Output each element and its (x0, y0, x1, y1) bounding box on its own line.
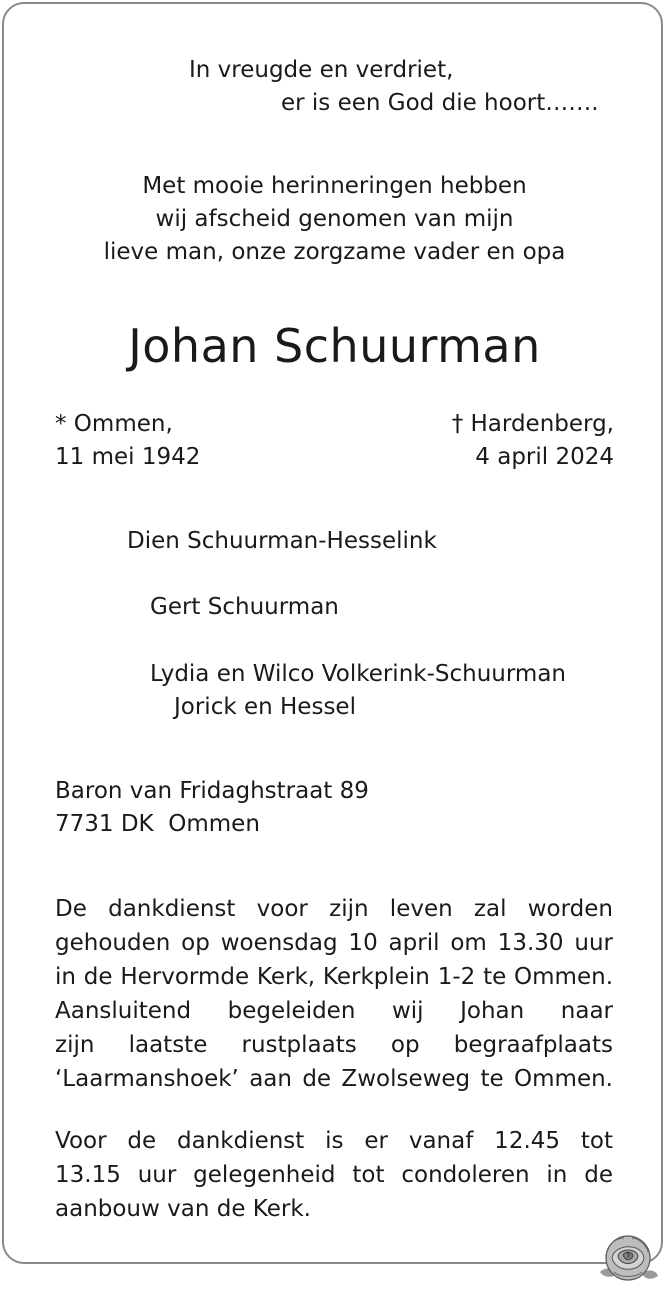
intro-line-1: Met mooie herinneringen hebben (142, 173, 527, 199)
child-1-name: Gert Schuurman (150, 594, 339, 620)
service-line: gehouden op woensdag 10 april om 13.30 uur (55, 930, 613, 956)
service-line: ‘Laarmanshoek’ aan de Zwolseweg te Ommen. (55, 1066, 613, 1092)
death-date: 4 april 2024 (475, 444, 614, 470)
condolence-line: Voor de dankdienst is er vanaf 12.45 tot (55, 1128, 613, 1154)
rose-icon (592, 1228, 662, 1290)
address-street: Baron van Fridaghstraat 89 (55, 778, 369, 804)
service-line: Aansluitend begeleiden wij Johan naar (55, 998, 613, 1024)
grandchildren-names: Jorick en Hessel (174, 694, 356, 720)
child-2-names: Lydia en Wilco Volkerink-Schuurman (150, 661, 566, 687)
service-line: De dankdienst voor zijn leven zal worden (55, 896, 613, 922)
intro-line-3: lieve man, onze zorgzame vader en opa (103, 239, 566, 265)
verse-line-2: er is een God die hoort……. (281, 90, 599, 116)
condolence-paragraph (55, 1124, 613, 1226)
condolence-line: aanbouw van de Kerk. (55, 1196, 311, 1222)
condolence-line: 13.15 uur gelegenheid tot condoleren in de (55, 1162, 613, 1188)
service-line: zijn laatste rustplaats op begraafplaats (55, 1032, 613, 1058)
birth-place: * Ommen, (55, 411, 173, 437)
intro-line-2: wij afscheid genomen van mijn (155, 206, 514, 232)
address-postal-city: 7731 DK Ommen (55, 811, 260, 837)
birth-date: 11 mei 1942 (55, 444, 201, 470)
deceased-name: Johan Schuurman (128, 319, 541, 373)
spouse-name: Dien Schuurman-Hesselink (127, 528, 437, 554)
service-line: in de Hervormde Kerk, Kerkplein 1-2 te Ommen. (55, 964, 613, 990)
death-place: † Hardenberg, (451, 411, 614, 437)
verse-line-1: In vreugde en verdriet, (189, 57, 454, 83)
service-paragraph (55, 892, 613, 1096)
